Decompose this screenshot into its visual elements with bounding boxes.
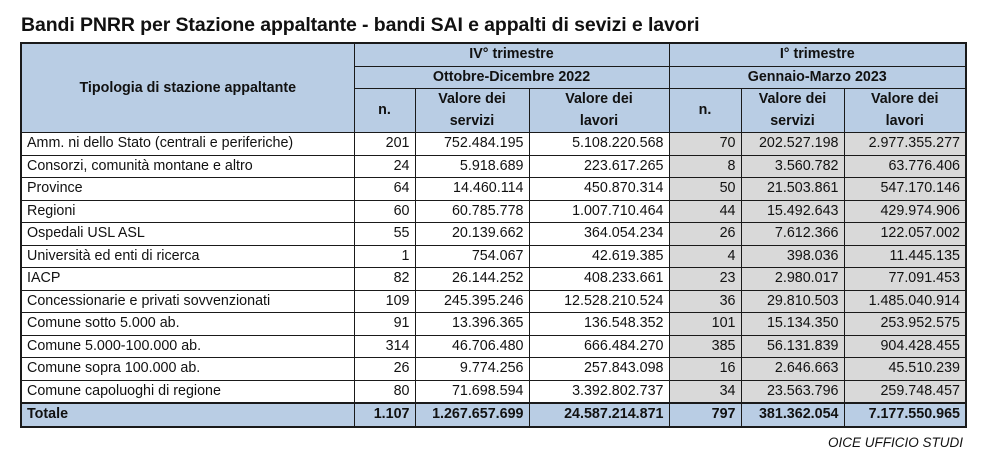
cell-q4-servizi: 14.460.114 (415, 178, 529, 201)
cell-q4-lavori: 364.054.234 (529, 223, 669, 246)
cell-q4-n: 314 (354, 335, 415, 358)
cell-q4-servizi: 752.484.195 (415, 133, 529, 156)
cell-q1-n: 36 (669, 290, 741, 313)
cell-q1-servizi: 7.612.366 (741, 223, 844, 246)
header-q1-servizi-l1: Valore dei (741, 89, 844, 111)
cell-q1-servizi: 15.492.643 (741, 200, 844, 223)
table-row (21, 155, 966, 178)
cell-row-label: Province (21, 178, 354, 201)
cell-q4-lavori: 136.548.352 (529, 313, 669, 336)
cell-q4-lavori: 5.108.220.568 (529, 133, 669, 156)
cell-q1-n: 70 (669, 133, 741, 156)
cell-q1-lavori: 1.485.040.914 (844, 290, 966, 313)
cell-q1-n: 16 (669, 358, 741, 381)
header-q4-servizi-l2: servizi (415, 111, 529, 133)
cell-row-label: Comune 5.000-100.000 ab. (21, 335, 354, 358)
cell-row-label: Totale (21, 403, 354, 427)
cell-q1-servizi: 2.646.663 (741, 358, 844, 381)
cell-q4-lavori: 24.587.214.871 (529, 403, 669, 427)
table-title: Bandi PNRR per Stazione appaltante - bandi SAI e appalti di sevizi e lavori (21, 14, 700, 36)
header-q4-lavori-l2: lavori (529, 111, 669, 133)
table-row (21, 290, 966, 313)
cell-q1-n: 4 (669, 245, 741, 268)
cell-q4-lavori: 666.484.270 (529, 335, 669, 358)
cell-q1-n: 44 (669, 200, 741, 223)
cell-q4-n: 60 (354, 200, 415, 223)
cell-row-label: Università ed enti di ricerca (21, 245, 354, 268)
cell-q4-n: 201 (354, 133, 415, 156)
cell-q4-n: 82 (354, 268, 415, 291)
cell-row-label: Concessionarie e privati sovvenzionati (21, 290, 354, 313)
header-q1-lavori-l2: lavori (844, 111, 966, 133)
cell-q4-servizi: 60.785.778 (415, 200, 529, 223)
total-row (21, 403, 966, 427)
cell-q1-lavori: 429.974.906 (844, 200, 966, 223)
cell-q4-n: 80 (354, 380, 415, 403)
cell-row-label: IACP (21, 268, 354, 291)
table-row (21, 335, 966, 358)
cell-q1-servizi: 2.980.017 (741, 268, 844, 291)
header-q4-servizi-l1: Valore dei (415, 89, 529, 111)
cell-q1-servizi: 21.503.861 (741, 178, 844, 201)
cell-q1-lavori: 547.170.146 (844, 178, 966, 201)
cell-q1-n: 8 (669, 155, 741, 178)
cell-q1-n: 797 (669, 403, 741, 427)
cell-q4-servizi: 71.698.594 (415, 380, 529, 403)
cell-q4-servizi: 20.139.662 (415, 223, 529, 246)
cell-q1-lavori: 259.748.457 (844, 380, 966, 403)
cell-q4-servizi: 26.144.252 (415, 268, 529, 291)
cell-q4-lavori: 42.619.385 (529, 245, 669, 268)
cell-q1-lavori: 63.776.406 (844, 155, 966, 178)
table-row (21, 268, 966, 291)
cell-q1-servizi: 56.131.839 (741, 335, 844, 358)
cell-q4-lavori: 223.617.265 (529, 155, 669, 178)
cell-q1-lavori: 253.952.575 (844, 313, 966, 336)
cell-q1-n: 34 (669, 380, 741, 403)
header-period-q4-line1: IV° trimestre (354, 43, 669, 66)
cell-q4-n: 26 (354, 358, 415, 381)
cell-q1-lavori: 122.057.002 (844, 223, 966, 246)
source-note: OICE UFFICIO STUDI (828, 435, 963, 450)
table-row (21, 200, 966, 223)
cell-q4-servizi: 754.067 (415, 245, 529, 268)
cell-q4-lavori: 450.870.314 (529, 178, 669, 201)
cell-q4-servizi: 5.918.689 (415, 155, 529, 178)
cell-q4-lavori: 3.392.802.737 (529, 380, 669, 403)
cell-q1-servizi: 15.134.350 (741, 313, 844, 336)
cell-q4-servizi: 1.267.657.699 (415, 403, 529, 427)
cell-q4-n: 55 (354, 223, 415, 246)
table-row (21, 313, 966, 336)
table-row (21, 380, 966, 403)
header-q1-servizi-l2: servizi (741, 111, 844, 133)
table-row (21, 358, 966, 381)
cell-q1-lavori: 45.510.239 (844, 358, 966, 381)
cell-q4-servizi: 13.396.365 (415, 313, 529, 336)
cell-row-label: Comune sopra 100.000 ab. (21, 358, 354, 381)
header-q4-lavori-l1: Valore dei (529, 89, 669, 111)
cell-q4-n: 24 (354, 155, 415, 178)
cell-row-label: Amm. ni dello Stato (centrali e periferiche) (21, 133, 354, 156)
table-row (21, 223, 966, 246)
cell-q4-n: 1.107 (354, 403, 415, 427)
cell-row-label: Comune capoluoghi di regione (21, 380, 354, 403)
cell-q4-servizi: 46.706.480 (415, 335, 529, 358)
header-q4-n: n. (354, 89, 415, 133)
cell-q1-lavori: 11.445.135 (844, 245, 966, 268)
cell-q1-servizi: 398.036 (741, 245, 844, 268)
cell-q4-servizi: 245.395.246 (415, 290, 529, 313)
header-tipologia: Tipologia di stazione appaltante (21, 43, 354, 133)
header-period-q1-line2: Gennaio-Marzo 2023 (669, 66, 966, 89)
cell-q4-n: 91 (354, 313, 415, 336)
cell-row-label: Consorzi, comunità montane e altro (21, 155, 354, 178)
cell-q1-lavori: 7.177.550.965 (844, 403, 966, 427)
table-row (21, 178, 966, 201)
cell-q4-n: 1 (354, 245, 415, 268)
header-q1-lavori-l1: Valore dei (844, 89, 966, 111)
cell-q1-n: 385 (669, 335, 741, 358)
cell-q1-servizi: 3.560.782 (741, 155, 844, 178)
cell-q4-n: 109 (354, 290, 415, 313)
cell-q1-lavori: 904.428.455 (844, 335, 966, 358)
header-period-q4-line2: Ottobre-Dicembre 2022 (354, 66, 669, 89)
cell-q1-servizi: 23.563.796 (741, 380, 844, 403)
pnrr-table (20, 42, 967, 428)
cell-q4-lavori: 12.528.210.524 (529, 290, 669, 313)
header-period-q1-line1: I° trimestre (669, 43, 966, 66)
cell-row-label: Regioni (21, 200, 354, 223)
cell-q1-lavori: 77.091.453 (844, 268, 966, 291)
cell-q4-lavori: 1.007.710.464 (529, 200, 669, 223)
cell-q1-n: 26 (669, 223, 741, 246)
cell-q1-n: 101 (669, 313, 741, 336)
cell-q1-servizi: 202.527.198 (741, 133, 844, 156)
table-row (21, 245, 966, 268)
header-q1-n: n. (669, 89, 741, 133)
cell-q1-n: 50 (669, 178, 741, 201)
cell-q4-servizi: 9.774.256 (415, 358, 529, 381)
cell-q4-n: 64 (354, 178, 415, 201)
cell-q1-servizi: 29.810.503 (741, 290, 844, 313)
cell-q4-lavori: 408.233.661 (529, 268, 669, 291)
cell-row-label: Comune sotto 5.000 ab. (21, 313, 354, 336)
cell-q1-lavori: 2.977.355.277 (844, 133, 966, 156)
cell-row-label: Ospedali USL ASL (21, 223, 354, 246)
cell-q4-lavori: 257.843.098 (529, 358, 669, 381)
cell-q1-n: 23 (669, 268, 741, 291)
cell-q1-servizi: 381.362.054 (741, 403, 844, 427)
table-row (21, 133, 966, 156)
